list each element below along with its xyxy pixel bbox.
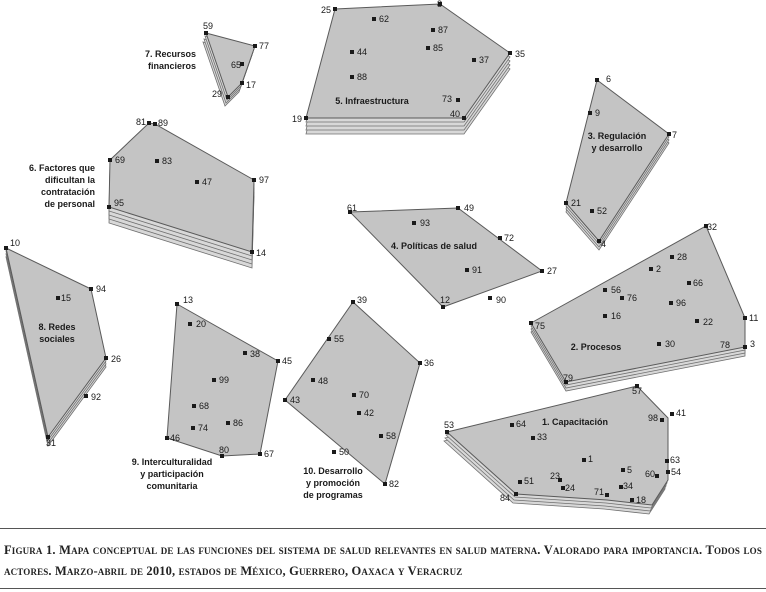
statement-number-78: 78 bbox=[720, 340, 731, 350]
statement-point-33 bbox=[531, 436, 535, 440]
statement-point-12 bbox=[441, 305, 445, 309]
statement-point-94 bbox=[89, 287, 93, 291]
statement-point-85 bbox=[426, 46, 430, 50]
statement-number-27: 27 bbox=[547, 266, 558, 276]
statement-point-91 bbox=[465, 268, 469, 272]
statement-number-11: 11 bbox=[749, 313, 759, 323]
statement-number-57: 57 bbox=[632, 386, 643, 396]
statement-point-40 bbox=[462, 116, 466, 120]
statement-number-87: 87 bbox=[438, 25, 449, 35]
figure-caption: Figura 1. Mapa conceptual de las funciones del sistema de salud relevantes en salud materna. Valorado para importancia. Todos los actores. Marzo-abril de 2010, estados de México, Guerrero, Oaxaca y Veracruz bbox=[4, 543, 762, 578]
statement-number-84: 84 bbox=[500, 493, 511, 503]
statement-number-61: 61 bbox=[347, 203, 358, 213]
statement-number-7: 7 bbox=[672, 130, 678, 140]
statement-point-86 bbox=[226, 421, 230, 425]
statement-number-92: 92 bbox=[91, 392, 102, 402]
statement-number-96: 96 bbox=[676, 298, 687, 308]
cluster-label-c6: 6. Factores que bbox=[28, 163, 95, 173]
statement-number-66: 66 bbox=[693, 278, 704, 288]
cluster-label-c6: dificultan la bbox=[44, 175, 95, 185]
statement-number-53: 53 bbox=[444, 420, 455, 430]
cluster-c4-shape bbox=[350, 208, 542, 307]
statement-number-26: 26 bbox=[111, 354, 122, 364]
statement-number-9: 9 bbox=[595, 108, 601, 118]
statement-number-80: 80 bbox=[219, 445, 230, 455]
statement-point-67 bbox=[258, 452, 262, 456]
cluster-label-c5: 5. Infraestructura bbox=[335, 96, 409, 106]
statement-number-12: 12 bbox=[440, 295, 451, 305]
statement-number-95: 95 bbox=[114, 198, 125, 208]
statement-point-54 bbox=[666, 470, 670, 474]
statement-point-2 bbox=[649, 267, 653, 271]
statement-number-71: 71 bbox=[594, 487, 605, 497]
statement-number-51: 51 bbox=[524, 476, 535, 486]
cluster-label-c7: 7. Recursos bbox=[144, 49, 196, 59]
statement-point-48 bbox=[311, 378, 315, 382]
statement-number-14: 14 bbox=[256, 248, 267, 258]
statement-point-64 bbox=[510, 423, 514, 427]
statement-number-46: 46 bbox=[170, 433, 181, 443]
statement-point-59 bbox=[204, 31, 208, 35]
statement-point-87 bbox=[431, 28, 435, 32]
statement-point-19 bbox=[304, 116, 308, 120]
cluster-c8 bbox=[4, 238, 121, 448]
statement-point-15 bbox=[56, 296, 60, 300]
statement-number-59: 59 bbox=[203, 21, 214, 31]
cluster-label-c1: 1. Capacitación bbox=[541, 417, 609, 427]
statement-point-16 bbox=[603, 314, 607, 318]
cluster-c7 bbox=[145, 21, 269, 106]
statement-point-70 bbox=[352, 393, 356, 397]
statement-point-49 bbox=[456, 206, 460, 210]
statement-number-18: 18 bbox=[636, 495, 647, 505]
statement-point-53 bbox=[445, 430, 449, 434]
statement-point-69 bbox=[108, 158, 112, 162]
statement-point-36 bbox=[418, 361, 422, 365]
statement-number-37: 37 bbox=[479, 55, 490, 65]
statement-number-23: 23 bbox=[550, 471, 561, 481]
statement-point-7 bbox=[667, 132, 671, 136]
statement-number-79: 79 bbox=[563, 373, 574, 383]
statement-number-62: 62 bbox=[379, 14, 390, 24]
statement-point-47 bbox=[195, 180, 199, 184]
statement-number-20: 20 bbox=[196, 319, 207, 329]
statement-point-97 bbox=[252, 178, 256, 182]
statement-number-70: 70 bbox=[359, 390, 370, 400]
cluster-c3 bbox=[564, 74, 677, 250]
statement-point-44 bbox=[350, 50, 354, 54]
statement-number-29: 29 bbox=[212, 89, 223, 99]
statement-point-76 bbox=[620, 296, 624, 300]
statement-number-24: 24 bbox=[565, 483, 576, 493]
statement-number-33: 33 bbox=[537, 432, 548, 442]
caption-bottom-rule bbox=[0, 588, 766, 589]
statement-number-31: 31 bbox=[46, 438, 57, 448]
statement-number-72: 72 bbox=[504, 233, 515, 243]
statement-point-26 bbox=[104, 356, 108, 360]
statement-point-52 bbox=[590, 209, 594, 213]
statement-point-22 bbox=[695, 319, 699, 323]
statement-point-39 bbox=[351, 300, 355, 304]
statement-point-43 bbox=[283, 398, 287, 402]
statement-point-96 bbox=[669, 301, 673, 305]
statement-point-99 bbox=[212, 378, 216, 382]
statement-number-76: 76 bbox=[627, 293, 638, 303]
statement-number-64: 64 bbox=[516, 419, 527, 429]
statement-number-10: 10 bbox=[10, 238, 21, 248]
statement-point-58 bbox=[379, 434, 383, 438]
statement-point-30 bbox=[657, 342, 661, 346]
cluster-c6 bbox=[29, 117, 269, 268]
statement-point-13 bbox=[175, 302, 179, 306]
cluster-c2 bbox=[529, 222, 758, 391]
statement-point-84 bbox=[514, 492, 518, 496]
statement-number-40: 40 bbox=[450, 109, 461, 119]
statement-number-44: 44 bbox=[357, 47, 368, 57]
statement-number-98: 98 bbox=[648, 413, 659, 423]
statement-number-1: 1 bbox=[588, 454, 594, 464]
statement-number-83: 83 bbox=[162, 156, 173, 166]
statement-point-25 bbox=[333, 7, 337, 11]
statement-number-60: 60 bbox=[645, 469, 656, 479]
statement-number-63: 63 bbox=[670, 455, 681, 465]
statement-point-63 bbox=[665, 459, 669, 463]
statement-number-4: 4 bbox=[601, 239, 607, 249]
statement-number-13: 13 bbox=[183, 295, 194, 305]
statement-number-22: 22 bbox=[703, 317, 714, 327]
statement-point-56 bbox=[603, 288, 607, 292]
statement-point-51 bbox=[518, 480, 522, 484]
cluster-label-c6: contratación bbox=[40, 187, 95, 197]
statement-point-88 bbox=[350, 75, 354, 79]
statement-point-83 bbox=[155, 159, 159, 163]
statement-number-52: 52 bbox=[597, 206, 608, 216]
statement-point-46 bbox=[165, 436, 169, 440]
cluster-label-c4: 4. Políticas de salud bbox=[390, 241, 478, 251]
statement-point-98 bbox=[660, 418, 664, 422]
statement-number-67: 67 bbox=[264, 449, 275, 459]
statement-number-54: 54 bbox=[671, 467, 682, 477]
statement-number-58: 58 bbox=[386, 431, 397, 441]
statement-number-93: 93 bbox=[420, 218, 431, 228]
statement-number-17: 17 bbox=[246, 80, 257, 90]
statement-point-11 bbox=[743, 316, 747, 320]
statement-point-71 bbox=[605, 493, 609, 497]
cluster-c1-shape bbox=[447, 386, 668, 505]
cluster-label-c10: de programas bbox=[303, 490, 363, 500]
statement-point-93 bbox=[412, 221, 416, 225]
statement-point-66 bbox=[687, 281, 691, 285]
statement-point-27 bbox=[540, 269, 544, 273]
cluster-c1 bbox=[444, 384, 686, 514]
statement-number-47: 47 bbox=[202, 177, 213, 187]
statement-number-2: 2 bbox=[656, 264, 662, 274]
statement-number-75: 75 bbox=[535, 321, 546, 331]
cluster-c4 bbox=[347, 203, 557, 309]
statement-point-21 bbox=[564, 201, 568, 205]
statement-number-32: 32 bbox=[707, 222, 718, 232]
statement-point-38 bbox=[243, 351, 247, 355]
statement-point-75 bbox=[529, 321, 533, 325]
statement-number-99: 99 bbox=[219, 375, 230, 385]
statement-point-41 bbox=[670, 412, 674, 416]
statement-point-74 bbox=[191, 426, 195, 430]
statement-number-39: 39 bbox=[357, 295, 368, 305]
statement-number-89: 89 bbox=[158, 118, 169, 128]
statement-point-10 bbox=[4, 246, 8, 250]
statement-point-68 bbox=[192, 404, 196, 408]
statement-number-8: 8 bbox=[437, 0, 443, 9]
cluster-label-c10: y promoción bbox=[305, 478, 361, 488]
statement-number-82: 82 bbox=[389, 479, 400, 489]
cluster-c10 bbox=[283, 295, 434, 500]
statement-number-69: 69 bbox=[115, 155, 126, 165]
cluster-label-c6: de personal bbox=[44, 199, 95, 209]
cluster-label-c2: 2. Procesos bbox=[570, 342, 622, 352]
cluster-label-c9: 9. Interculturalidad bbox=[131, 457, 213, 467]
statement-number-35: 35 bbox=[515, 49, 526, 59]
statement-number-65: 65 bbox=[231, 60, 242, 70]
statement-number-49: 49 bbox=[464, 203, 475, 213]
cluster-label-c9: comunitaria bbox=[146, 481, 198, 491]
statement-number-15: 15 bbox=[61, 293, 72, 303]
statement-point-5 bbox=[621, 468, 625, 472]
statement-point-3 bbox=[743, 345, 747, 349]
statement-point-35 bbox=[508, 51, 512, 55]
cluster-c5 bbox=[292, 0, 525, 134]
statement-point-50 bbox=[332, 450, 336, 454]
statement-point-18 bbox=[630, 498, 634, 502]
statement-point-89 bbox=[153, 122, 157, 126]
statement-number-16: 16 bbox=[611, 311, 622, 321]
statement-point-62 bbox=[372, 17, 376, 21]
statement-point-1 bbox=[582, 458, 586, 462]
cluster-label-c8: sociales bbox=[39, 334, 75, 344]
statement-point-90 bbox=[488, 296, 492, 300]
statement-number-74: 74 bbox=[198, 423, 209, 433]
statement-number-86: 86 bbox=[233, 418, 244, 428]
statement-number-48: 48 bbox=[318, 376, 329, 386]
statement-number-25: 25 bbox=[321, 5, 332, 15]
cluster-label-c3: 3. Regulación bbox=[587, 131, 647, 141]
statement-number-50: 50 bbox=[339, 447, 350, 457]
statement-point-17 bbox=[240, 81, 244, 85]
statement-point-92 bbox=[84, 394, 88, 398]
cluster-label-c10: 10. Desarrollo bbox=[303, 466, 363, 476]
statement-number-38: 38 bbox=[250, 349, 261, 359]
statement-point-20 bbox=[188, 322, 192, 326]
statement-number-56: 56 bbox=[611, 285, 622, 295]
statement-point-77 bbox=[253, 44, 257, 48]
statement-number-36: 36 bbox=[424, 358, 435, 368]
statement-number-55: 55 bbox=[334, 334, 345, 344]
statement-number-85: 85 bbox=[433, 43, 444, 53]
statement-number-91: 91 bbox=[472, 265, 483, 275]
statement-point-95 bbox=[107, 205, 111, 209]
statement-point-45 bbox=[276, 359, 280, 363]
statement-point-81 bbox=[147, 121, 151, 125]
statement-point-55 bbox=[327, 337, 331, 341]
statement-number-41: 41 bbox=[676, 408, 687, 418]
statement-number-28: 28 bbox=[677, 252, 688, 262]
statement-point-60 bbox=[655, 474, 659, 478]
statement-number-97: 97 bbox=[259, 175, 270, 185]
statement-number-81: 81 bbox=[136, 117, 147, 127]
cluster-label-c8: 8. Redes bbox=[38, 322, 76, 332]
statement-number-5: 5 bbox=[627, 465, 633, 475]
cluster-label-c9: y participación bbox=[140, 469, 204, 479]
statement-point-82 bbox=[383, 482, 387, 486]
statement-point-14 bbox=[250, 250, 254, 254]
cluster-c9 bbox=[132, 295, 292, 491]
cluster-label-c3: y desarrollo bbox=[591, 143, 643, 153]
statement-number-45: 45 bbox=[282, 356, 293, 366]
statement-point-73 bbox=[456, 98, 460, 102]
statement-number-19: 19 bbox=[292, 114, 303, 124]
statement-number-43: 43 bbox=[290, 395, 301, 405]
statement-number-94: 94 bbox=[96, 284, 107, 294]
statement-number-68: 68 bbox=[199, 401, 210, 411]
statement-point-37 bbox=[472, 58, 476, 62]
statement-number-6: 6 bbox=[606, 74, 612, 84]
statement-number-30: 30 bbox=[665, 339, 676, 349]
statement-number-3: 3 bbox=[750, 339, 756, 349]
statement-number-42: 42 bbox=[364, 408, 375, 418]
statement-number-34: 34 bbox=[623, 481, 634, 491]
statement-point-28 bbox=[670, 255, 674, 259]
statement-point-42 bbox=[357, 411, 361, 415]
statement-point-6 bbox=[595, 78, 599, 82]
statement-number-73: 73 bbox=[442, 94, 453, 104]
statement-point-9 bbox=[588, 111, 592, 115]
statement-number-21: 21 bbox=[571, 198, 582, 208]
statement-number-90: 90 bbox=[496, 295, 507, 305]
statement-number-77: 77 bbox=[259, 41, 270, 51]
statement-number-88: 88 bbox=[357, 72, 368, 82]
caption-top-rule bbox=[0, 528, 766, 529]
statement-point-29 bbox=[226, 95, 230, 99]
cluster-label-c7: financieros bbox=[147, 61, 196, 71]
statement-point-72 bbox=[498, 236, 502, 240]
